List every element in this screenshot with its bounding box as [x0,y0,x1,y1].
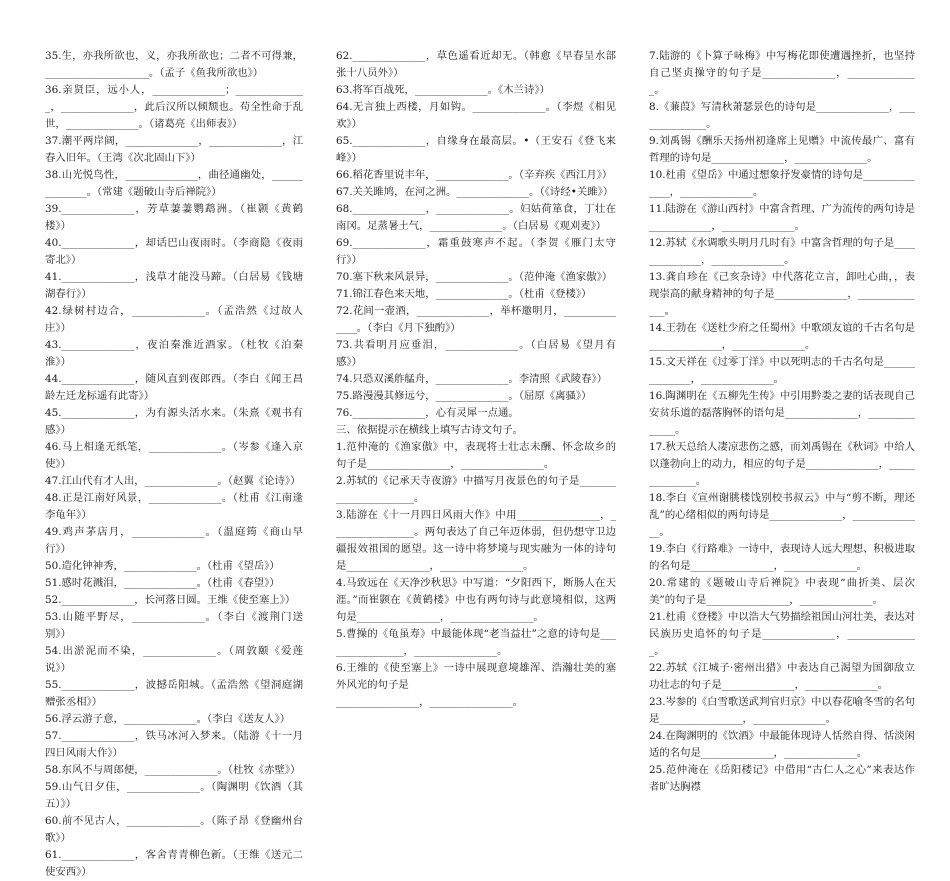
question-item: 39.______________，芳草萋萋鹦鹉洲。（崔颢《黄鹤楼》） [45,203,303,232]
question-item: 19.李白《行路难》一诗中，表现诗人远大理想、积极进取的名句是________________，______________。 [649,543,915,572]
question-item: 64.无言独上西楼，月如钩。______________。（李煜《相见欢》） [336,101,616,130]
question-item: 70.塞下秋来风景异，______________。（范仲淹《渔家傲》） [336,271,613,283]
question-item: 54.出淤泥而不染，______________。（周敦颐《爱莲说》） [45,645,303,674]
question-item: 57.______________，铁马冰河入梦来。（陆游《十一月四日风雨大作》） [45,730,303,759]
question-item: 24.在陶渊明的《饮酒》中最能体现诗人恬然自得、恬淡闲适的名句是______________，______________。 [649,730,915,759]
question-item: 20.常建的《题破山寺后禅院》中表现“曲折美、层次美”的句子是________________，______________。 [649,577,915,606]
question-item: 13.龚自珍在《己亥杂诗》中代落花立言，卸吐心曲，，表现崇高的献身精神的句子是______________，______________。 [649,271,915,317]
question-item: 59.山气日夕佳，______________。（陶渊明《饮酒（其五）》） [45,781,303,810]
question-item: 48.正是江南好风景，______________。（杜甫《江南逢李龟年》） [45,492,303,521]
question-item: 25.范仲淹在《岳阳楼记》中借用“古仁人之心”来表达作者旷达胸襟 [649,764,915,793]
question-item: 68.______________，______________。妇姑荷箪食，丁壮在南冈。足蒸暑土气，______________。（白居易《观刈麦》） [336,203,616,232]
question-item: 35.生，亦我所欲也，义，亦我所欲也；二者不可得兼，____________________。（孟子《鱼我所欲也》） [45,50,303,79]
question-item: 73.共看明月应垂泪，______________。（白居易《望月有感》） [336,339,616,368]
question-item: 66.稻花香里说丰年，______________。（辛弃疾《西江月》） [336,169,613,181]
question-item: 43.______________，夜泊秦淮近酒家。（杜牧《泊秦淮》） [45,339,303,368]
question-item: 7.陆游的《卜算子咏梅》中写梅花即使遭遇挫折，也坚持自己坚贞操守的句子是______________，______________。 [649,50,915,96]
question-item: 8.《蒹葭》写清秋萧瑟景色的诗句是______________，______________。 [649,101,915,130]
question-item: 58.东风不与周郎便，______________。（杜牧《赤壁》） [45,764,301,776]
question-item: 60.前不见古人，______________。（陈子昂《登幽州台歌》） [45,815,303,844]
question-item: 40.______________，却话巴山夜雨时。（李商隐《夜雨寄北》） [45,237,303,266]
question-item: 47.江山代有才人出，______________。（赵翼《论诗》） [45,475,301,487]
question-item: 53.山随平野尽，______________。（李白《渡荆门送别》） [45,611,303,640]
column-3 [649,48,915,796]
question-item: 67.关关雎鸠，在河之洲。______________。（《诗经•关雎》） [336,186,614,198]
question-item: 18.李白《宣州谢朓楼饯别校书叔云》中与“剪不断，理还乱”的心绪相似的两句诗是______________，______________。 [649,492,915,538]
question-item: 6.王维的《使至塞上》一诗中展现意境雄浑、浩瀚壮美的塞外风光的句子是 [336,662,616,691]
question-item: 16.陶渊明在《五柳先生传》中引用黔娄之妻的话表现自己安贫乐道的磊落胸怀的语句是______________，______________。 [649,390,915,436]
question-item: 75.路漫漫其修远兮，______________。（屈原《离骚》） [336,390,592,402]
question-item: 23.岑参的《白雪歌送武判官归京》中以春花喻冬雪的名句是________________，______________。 [649,696,915,725]
question-item: 38.山光悦鸟性，______________，曲径通幽处，______________。（常建《题破山寺后禅院》） [45,169,303,198]
question-item: 51.感时花溅泪，______________。（杜甫《春望》） [45,577,280,589]
question-item: 2.苏轼的《记承天寺夜游》中描写月夜景色的句子是______________________。 [336,475,616,504]
question-item: 1.范仲淹的《渔家傲》中，表现将士壮志未酬、怀念故乡的句子是________________，________________。 [336,441,616,470]
question-item: 42.绿树村边合，______________。（孟浩然《过故人庄》） [45,305,303,334]
question-item: 49.鸡声茅店月，______________。（温庭筠《商山早行》） [45,526,303,555]
question-item: 74.只恐双溪舴艋舟，______________。李清照《武陵春》） [336,373,608,385]
question-item: 45.______________，为有源头活水来。（朱熹《观书有感》） [45,407,303,436]
question-item: 65.______________，自缘身在最高层。•（王安石《登飞来峰》） [336,135,616,164]
question-item: 41.______________，浅草才能没马蹄。（白居易《钱塘湖春行》） [45,271,303,300]
question-item: 50.造化钟神秀，______________。（杜甫《望岳》） [45,560,280,572]
question-item: 46.马上相逢无纸笔，______________。（岑参《逢入京使》） [45,441,303,470]
question-item: 37.潮平两岸阔，______________，______________，江春入旧年。（王湾《次北固山下》） [45,135,303,164]
question-item: 62.______________，草色遥看近却无。（韩愈《早春呈水部张十八员外》） [336,50,616,79]
question-item: 44.______________，随风直到夜郎西。（李白《闻王昌龄左迁龙标遥有此寄》） [45,373,303,402]
question-item: 14.王勃在《送杜少府之任蜀州》中歌颂友谊的千古名句是______________，______________。 [649,322,915,351]
question-item: 56.浮云游子意，______________。（李白《送友人》） [45,713,291,725]
question-item: 55.______________，波撼岳阳城。（孟浩然《望洞庭湖赠张丞相》） [45,679,303,708]
question-item: 52.______________，长河落日圆。王维《使至塞上》） [45,594,296,606]
question-item: 12.苏轼《水调歌头明月几时有》中富含哲理的句子是______________，______________。 [649,237,915,266]
question-item: 36.亲贤臣，远小人，______________；______________，______________，此后汉所以倾颓也。苟全性命于乱世，______________。（诸葛亮《出师表》） [45,84,303,130]
question-item: ________________，________________。 [336,696,524,708]
question-item: 三、依据提示在横线上填写古诗文句子。 [336,424,524,436]
question-item: 69.______________，霜重鼓寒声不起。（李贺《雁门太守行》） [336,237,616,266]
question-item: 63.将军百战死，______________。《木兰诗》） [336,84,550,96]
column-2 [336,48,616,711]
question-item: 17.秋天总给人凄凉悲伤之感，而刘禹锡在《秋词》中给人以蓬勃向上的动力，相应的句子是______________，______________。 [649,441,915,487]
question-item: 11.陆游在《游山西村》中富含哲理、广为流传的两句诗是____________，______________。 [649,203,915,232]
question-item: 71.锦江春色来天地，______________。（杜甫《登楼》） [336,288,592,300]
question-item: 4.马致远在《天净沙秋思》中写道：“夕阳西下，断肠人在天涯。”而崔颢在《黄鹤楼》中也有两句诗与此意境相似，这两句是________________，________________。 [336,577,616,623]
question-item: 15.文天祥在《过零丁洋》中以死明志的千古名句是______________，______________。 [649,356,915,385]
question-item: 9.刘禹锡《酬乐天扬州初逢席上见赠》中流传最广、富有哲理的诗句是______________，______________。 [649,135,915,164]
question-item: 22.苏轼《江城子·密州出猎》中表达自己渴望为国御敌立功壮志的句子是______________，______________。 [649,662,915,691]
question-item: 10.杜甫《望岳》中通过想象抒发豪情的诗句是______________，______________。 [649,169,915,198]
question-item: 5.曹操的《龟虽寿》中最能体现“老当益壮”之意的诗句是________________，________________。 [336,628,616,657]
question-item: 76.______________，心有灵犀一点通。 [336,407,519,419]
question-item: 61.______________，客舍青青柳色新。（王维《送元二使安西》） [45,849,303,878]
question-item: 21.杜甫《登楼》中以浩大气势描绘祖国山河壮美，表达对民族历史追怀的句子是______________，______________。 [649,611,915,657]
question-item: 3.陆游在《十一月四日风雨大作》中用________________，________________。两句表达了自己年迈体弱，但仍想守卫边疆报效祖国的愿望。这一诗中将梦境与现实融为一体的诗句是________________，________________。 [336,509,616,572]
column-1 [45,48,303,881]
question-item: 72.花间一壶酒，______________，举杯邀明月，______________。（李白《月下独酌》） [336,305,616,334]
